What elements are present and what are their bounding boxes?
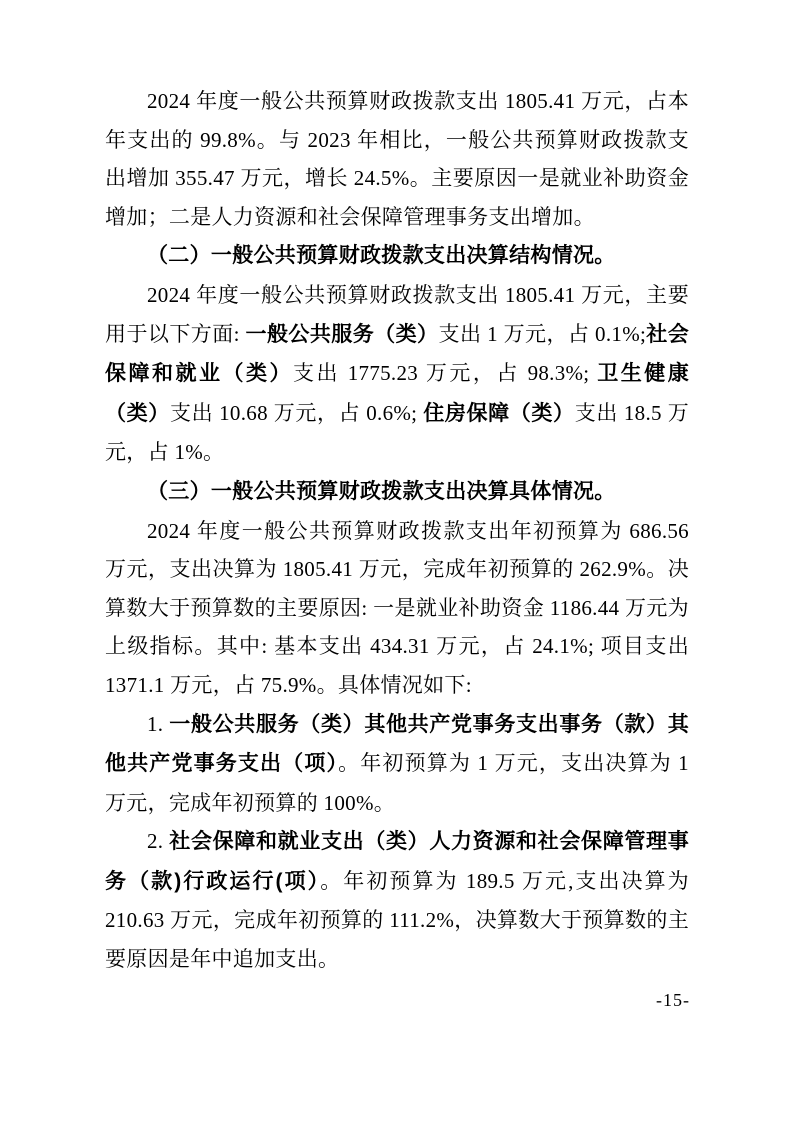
- text-run: 支出 18.5 万元，占 1%。: [105, 400, 690, 465]
- category-social-security-employment: 社会保障和就业（类）: [105, 322, 690, 386]
- category-housing-security: 住房保障（类）: [423, 401, 575, 425]
- item-1-classification: 一般公共服务（类）其他共产党事务支出事务（款）其他共产党事务支出（项）: [105, 712, 689, 776]
- heading-text: （二）一般公共预算财政拨款支出决算结构情况。: [147, 244, 616, 268]
- text-run: 2024 年度一般公共预算财政拨款支出 1805.41 万元，主要用于以下方面:: [105, 282, 689, 346]
- text-run: 。年初预算为 189.5 万元,支出决算为 210.63 万元，完成年初预算的 111.2%，决算数大于预算数的主要原因是年中追加支出。: [105, 868, 689, 972]
- item-number: 1.: [147, 711, 170, 736]
- item-2-classification: 社会保障和就业支出（类）人力资源和社会保障管理事务（款)行政运行(项）: [105, 830, 689, 893]
- paragraph-item-2: [105, 822, 689, 978]
- text-run: 支出 1 万元，占 0.1%;: [438, 321, 647, 346]
- heading-text: （三）一般公共预算财政拨款支出决算具体情况。: [147, 479, 616, 503]
- text-run: 2024 年度一般公共预算财政拨款支出年初预算为 686.56 万元，支出决算为 1805.41 万元，完成年初预算的 262.9%。决算数大于预算数的主要原因: 一是就业补助资金 1186.44 万元为上级指标。其中: 基本支出 434.31 万元，占 24.1%; 项目支出 1371.1 万元，占 75.9%。具体情况如下:: [105, 518, 689, 697]
- heading-section-3: [105, 472, 689, 512]
- paragraph-item-1: [105, 705, 689, 823]
- heading-section-2: [105, 236, 689, 276]
- document-body: [105, 82, 689, 979]
- text-run: 支出 1775.23 万元，占 98.3%;: [292, 361, 598, 386]
- paragraph-budget-vs-final: [105, 512, 689, 705]
- text-run: 。年初预算为 1 万元，支出决算为 1 万元，完成年初预算的 100%。: [105, 751, 689, 815]
- category-general-public-services: 一般公共服务（类）: [245, 322, 439, 346]
- paragraph-expenditure-overview: [105, 82, 689, 236]
- paragraph-expenditure-structure: [105, 276, 689, 472]
- item-number: 2.: [147, 829, 170, 854]
- text-run: 支出 10.68 万元，占 0.6%;: [169, 400, 424, 425]
- page-number: -15-: [656, 990, 690, 1010]
- text-run: 2024 年度一般公共预算财政拨款支出 1805.41 万元，占本年支出的 99.8%。与 2023 年相比，一般公共预算财政拨款支出增加 355.47 万元，增长 24.5%。主要原因一是就业补助资金增加；二是人力资源和社会保障管理事务支出增加。: [105, 89, 689, 229]
- category-health: 卫生健康（类）: [105, 362, 689, 425]
